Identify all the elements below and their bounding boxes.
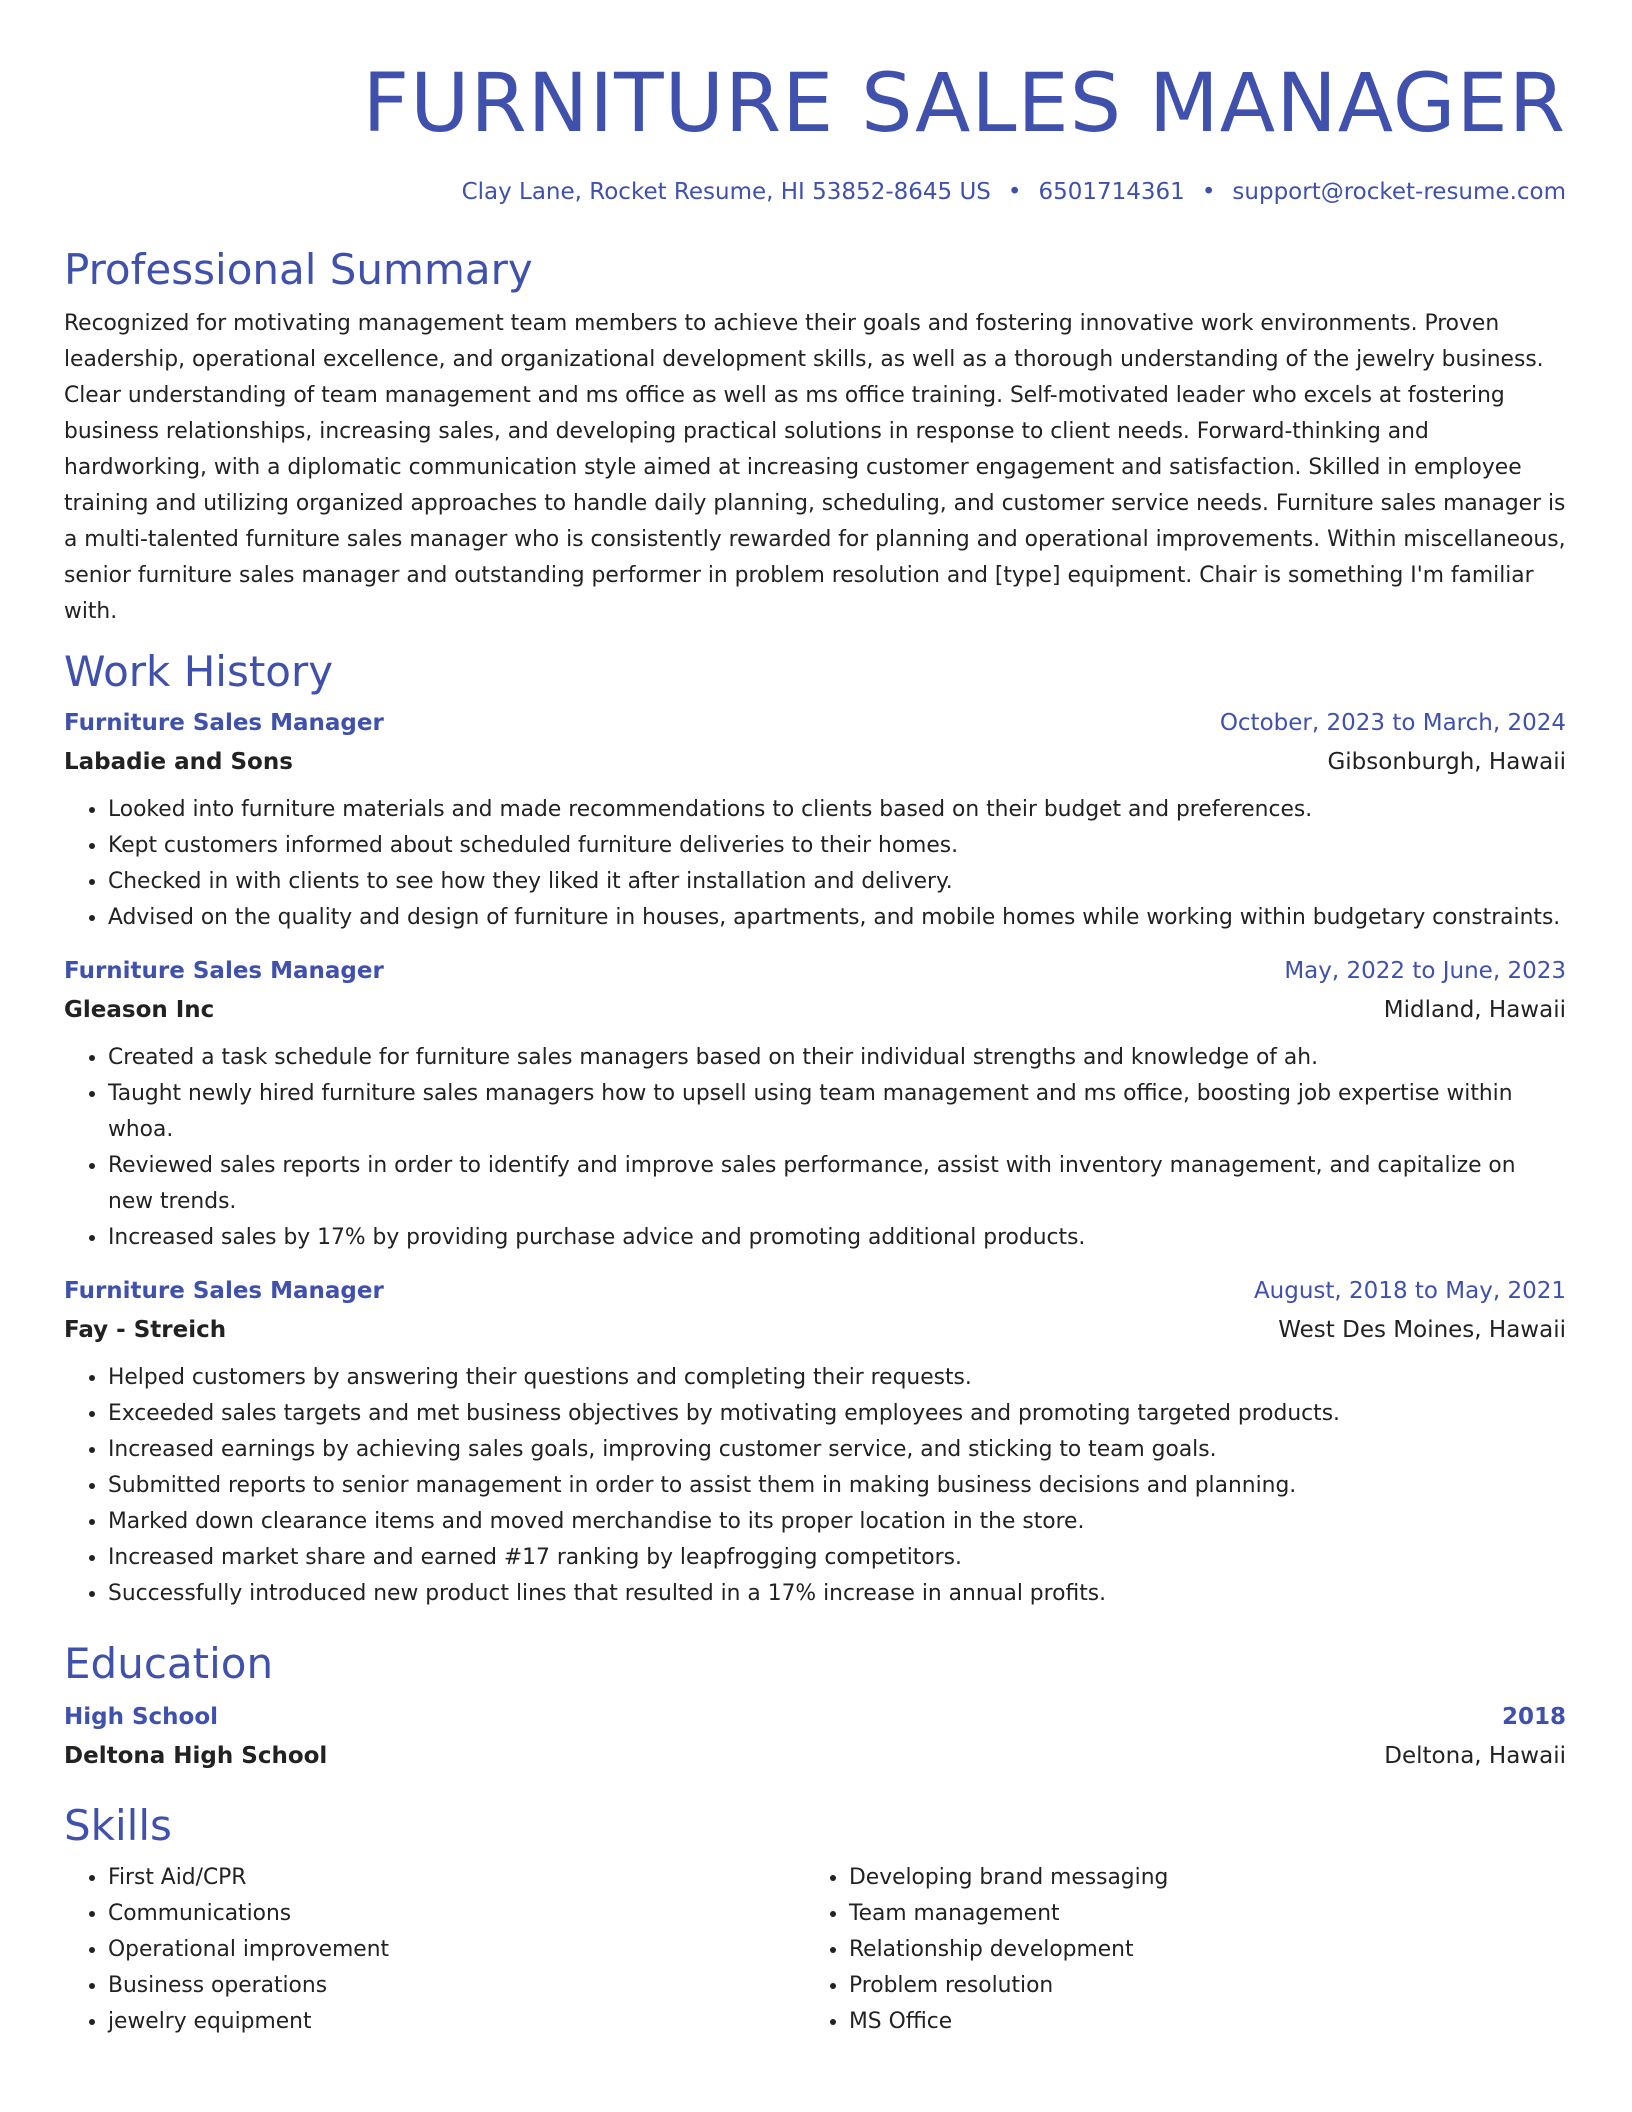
job-company: Gleason Inc: [64, 997, 215, 1023]
job-bullets: [64, 1040, 1566, 1256]
job-bullet: • Submitted reports to senior management in order to assist them in making business decisions and planning.: [108, 1468, 1566, 1504]
skills-column-left: [64, 1860, 805, 2040]
section-title-summary: Professional Summary: [64, 245, 533, 294]
section-title-education: Education: [64, 1639, 274, 1688]
skill-item: • Operational improvement: [108, 1932, 805, 1968]
job-bullet: • Marked down clearance items and moved merchandise to its proper location in the store.: [108, 1504, 1566, 1540]
job-company-row: [64, 742, 1566, 782]
job-bullet: • Checked in with clients to see how they liked it after installation and delivery.: [108, 864, 1566, 900]
job-entry: [64, 952, 1566, 1256]
education-entry: [64, 1698, 1566, 1776]
job-dates: August, 2018 to May, 2021: [1253, 1278, 1566, 1304]
job-position: Furniture Sales Manager: [64, 1278, 384, 1304]
resume-name: FURNITURE SALES MANAGER: [362, 57, 1566, 151]
skills-list: [64, 1860, 1566, 2040]
skill-item: • MS Office: [849, 2004, 1549, 2040]
job-company-row: [64, 1310, 1566, 1350]
skill-item: • Team management: [849, 1896, 1549, 1932]
education-school: Deltona High School: [64, 1743, 328, 1769]
job-bullet: • Increased sales by 17% by providing purchase advice and promoting additional products.: [108, 1220, 1566, 1256]
job-bullet: • Increased earnings by achieving sales goals, improving customer service, and sticking to team goals.: [108, 1432, 1566, 1468]
resume-page: [64, 0, 1566, 2040]
job-location: Gibsonburgh, Hawaii: [1327, 749, 1566, 775]
education-header-row: [64, 1698, 1566, 1736]
job-bullet: • Kept customers informed about scheduled furniture deliveries to their homes.: [108, 828, 1566, 864]
job-company: Fay - Streich: [64, 1317, 227, 1343]
job-bullet: • Taught newly hired furniture sales managers how to upsell using team management and ms office, boosting job expertise within whoa.: [108, 1076, 1566, 1148]
section-title-work-history: Work History: [64, 647, 334, 696]
job-header-row: [64, 1272, 1566, 1310]
skill-item: • Relationship development: [849, 1932, 1549, 1968]
job-location: Midland, Hawaii: [1383, 997, 1566, 1023]
education-year: 2018: [1501, 1704, 1566, 1730]
job-dates: May, 2022 to June, 2023: [1284, 958, 1566, 984]
section-title-skills: Skills: [64, 1801, 172, 1850]
job-header-row: [64, 952, 1566, 990]
job-entry: [64, 1272, 1566, 1612]
skill-item: • jewelry equipment: [108, 2004, 805, 2040]
contact-address: Clay Lane, Rocket Resume, HI 53852-8645 US: [461, 179, 991, 205]
job-dates: October, 2023 to March, 2024: [1219, 710, 1566, 736]
contact-line: [64, 176, 1566, 208]
job-bullets: [64, 792, 1566, 936]
job-bullet: • Increased market share and earned #17 ranking by leapfrogging competitors.: [108, 1540, 1566, 1576]
contact-separator: •: [1007, 179, 1022, 205]
job-header-row: [64, 704, 1566, 742]
education-degree: High School: [64, 1704, 219, 1730]
summary-text: Recognized for motivating management team members to achieve their goals and fostering innovative work environments. Proven leadership, operational excellence, and organizational development skills, as well as a thorough understanding of the jewelry business. Clear understanding of team management and ms office as well as ms office training. Self-motivated leader who excels at fostering business relationships, increasing sales, and developing practical solutions in response to client needs. Forward-thinking and hardworking, with a diplomatic communication style aimed at increasing customer engagement and satisfaction. Skilled in employee training and utilizing organized approaches to handle daily planning, scheduling, and customer service needs. Furniture sales manager is a multi-talented furniture sales manager who is consistently rewarded for planning and operational improvements. Within miscellaneous, senior furniture sales manager and outstanding performer in problem resolution and [type] equipment. Chair is something I'm familiar with.: [64, 311, 1566, 624]
job-bullet: • Successfully introduced new product lines that resulted in a 17% increase in annual profits.: [108, 1576, 1566, 1612]
skill-item: • Developing brand messaging: [849, 1860, 1549, 1896]
job-location: West Des Moines, Hawaii: [1278, 1317, 1566, 1343]
job-position: Furniture Sales Manager: [64, 710, 384, 736]
job-bullet: • Exceeded sales targets and met business objectives by motivating employees and promoting targeted products.: [108, 1396, 1566, 1432]
job-position: Furniture Sales Manager: [64, 958, 384, 984]
job-entry: [64, 704, 1566, 936]
job-bullets: [64, 1360, 1566, 1612]
contact-separator: •: [1201, 179, 1216, 205]
job-bullet: • Advised on the quality and design of furniture in houses, apartments, and mobile homes while working within budgetary constraints.: [108, 900, 1566, 936]
job-bullet: • Reviewed sales reports in order to identify and improve sales performance, assist with inventory management, and capitalize on new trends.: [108, 1148, 1566, 1220]
contact-phone: 6501714361: [1038, 179, 1185, 205]
job-company-row: [64, 990, 1566, 1030]
skill-item: • First Aid/CPR: [108, 1860, 805, 1896]
job-company: Labadie and Sons: [64, 749, 293, 775]
job-bullet: • Created a task schedule for furniture sales managers based on their individual strengths and knowledge of ah.: [108, 1040, 1566, 1076]
skill-item: • Problem resolution: [849, 1968, 1549, 2004]
education-location: Deltona, Hawaii: [1384, 1743, 1566, 1769]
job-bullet: • Helped customers by answering their questions and completing their requests.: [108, 1360, 1566, 1396]
skills-column-right: [805, 1860, 1549, 2040]
education-school-row: [64, 1736, 1566, 1776]
skill-item: • Business operations: [108, 1968, 805, 2004]
contact-email: support@rocket-resume.com: [1232, 179, 1566, 205]
skill-item: • Communications: [108, 1896, 805, 1932]
job-bullet: • Looked into furniture materials and made recommendations to clients based on their budget and preferences.: [108, 792, 1566, 828]
